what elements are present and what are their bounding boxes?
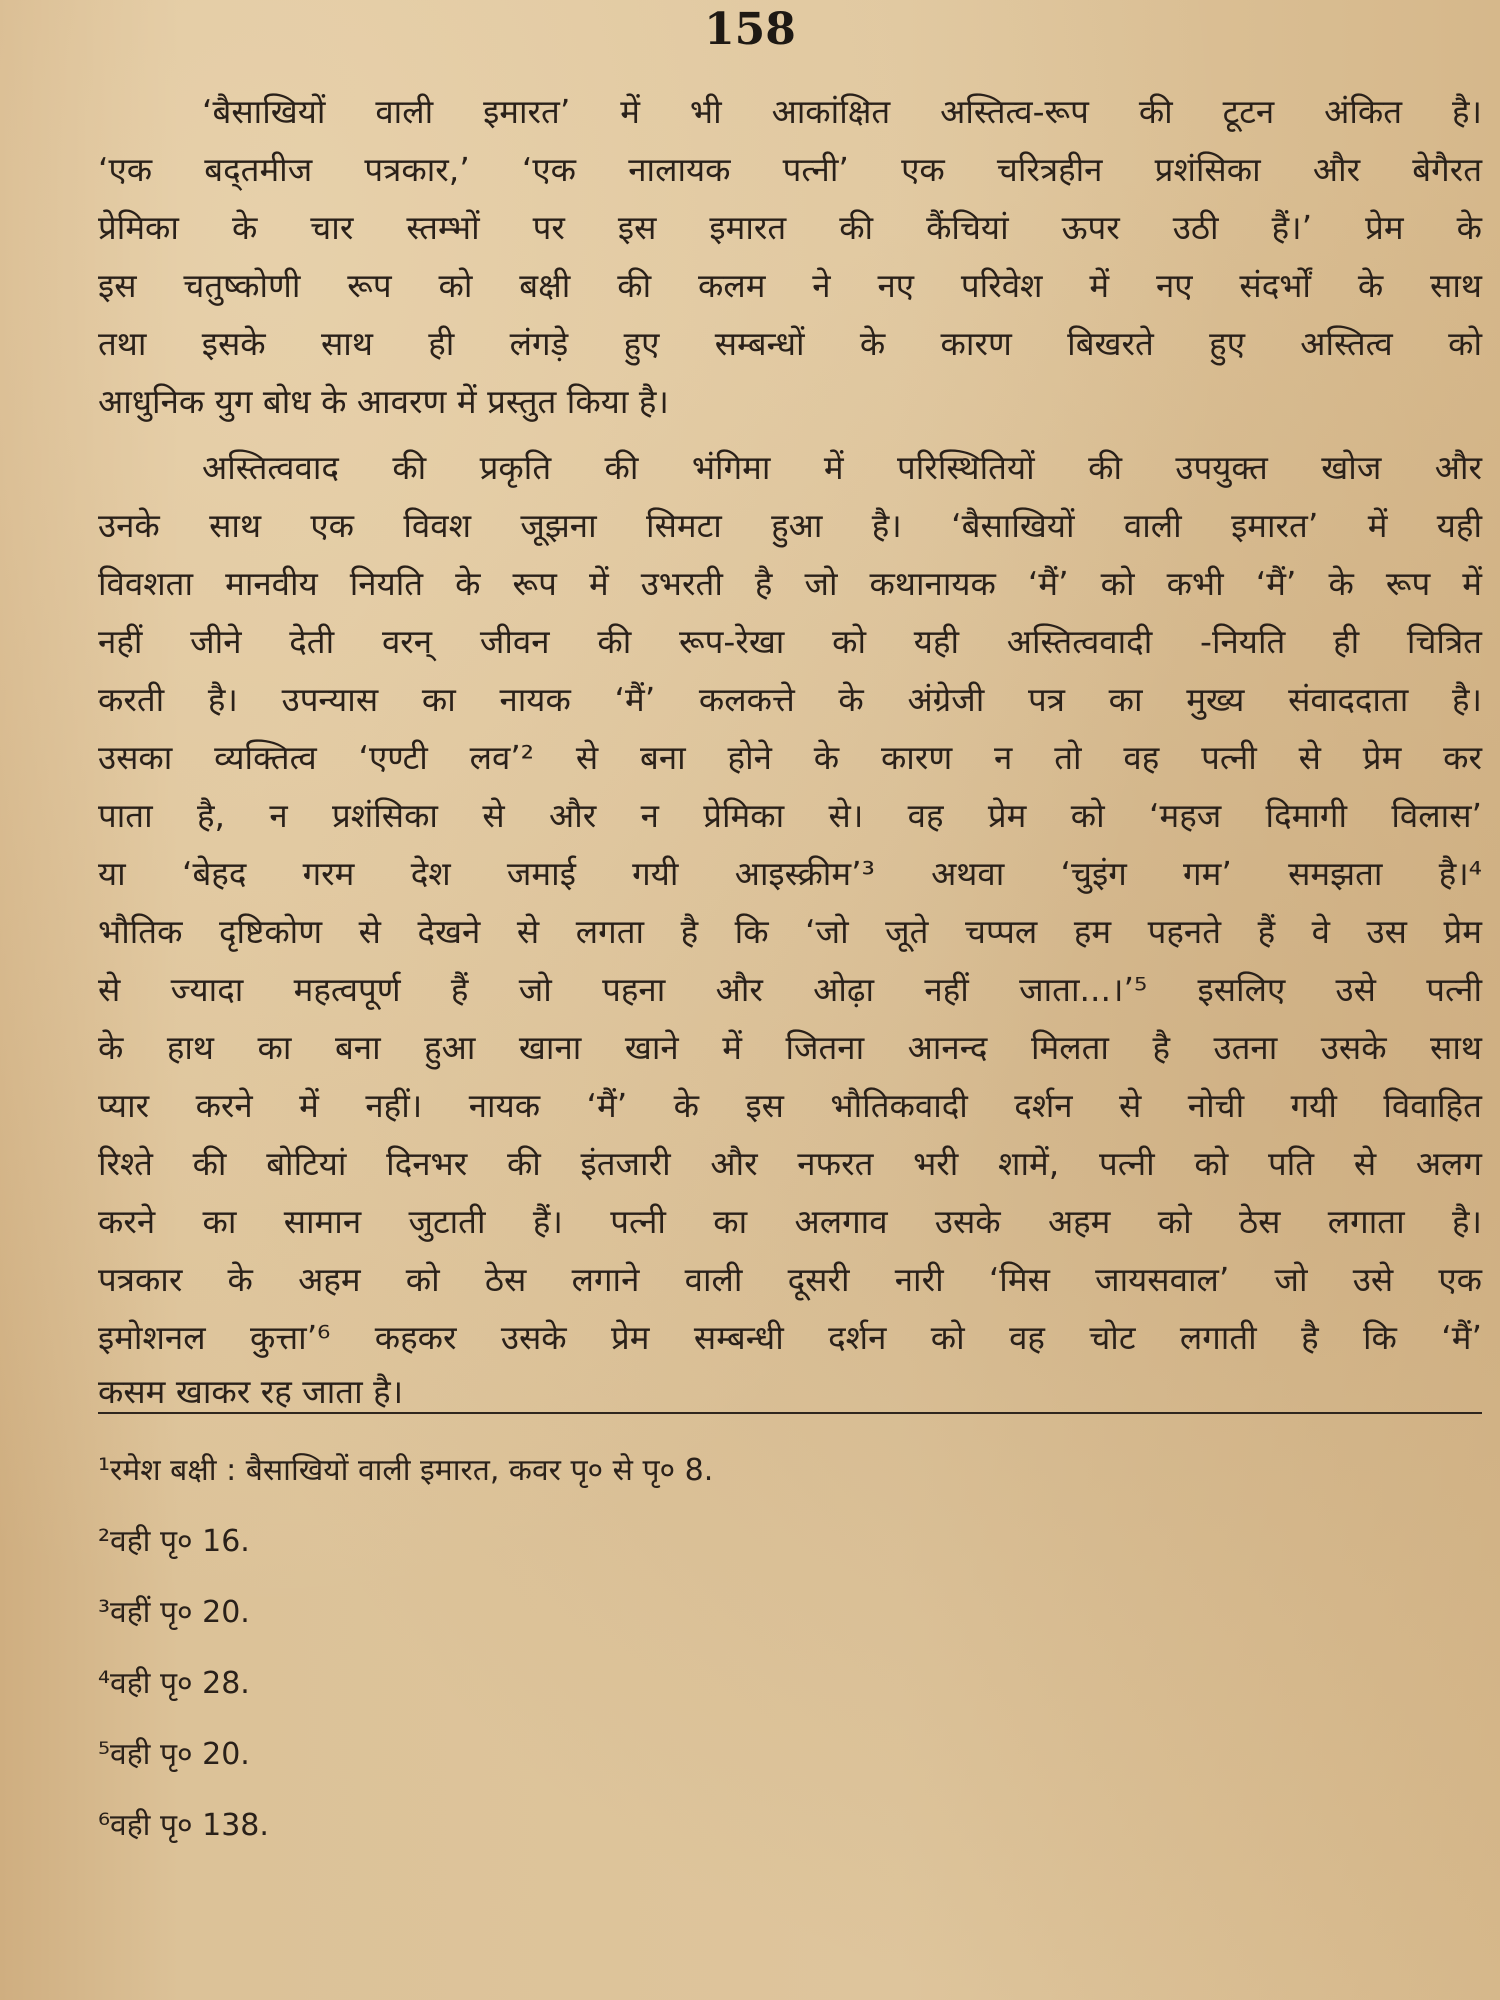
text-line: ‘एक बद्तमीज पत्रकार,’ ‘एक नालायक पत्नी’ एक चरित्रहीन प्रशंसिका और बेगैरत — [98, 150, 1482, 189]
text-line: भौतिक दृष्टिकोण से देखने से लगता है कि ‘जो जूते चप्पल हम पहनते हैं वे उस प्रेम — [98, 912, 1482, 951]
footnote-divider — [98, 1412, 1482, 1414]
text-line: प्यार करने में नहीं। नायक ‘मैं’ के इस भौतिकवादी दर्शन से नोची गयी विवाहित — [98, 1086, 1482, 1125]
text-line: पत्रकार के अहम को ठेस लगाने वाली दूसरी नारी ‘मिस जायसवाल’ जो उसे एक — [98, 1260, 1482, 1299]
page-number: 158 — [704, 4, 796, 55]
text-line: के हाथ का बना हुआ खाना खाने में जितना आनन्द मिलता है उतना उसके साथ — [98, 1028, 1482, 1067]
footnote-4: ⁴वही पृ० 28. — [98, 1666, 250, 1701]
text-line: प्रेमिका के चार स्तम्भों पर इस इमारत की कैंचियां ऊपर उठी हैं।’ प्रेम के — [98, 208, 1482, 247]
text-line: ‘बैसाखियों वाली इमारत’ में भी आकांक्षित अस्तित्व-रूप की टूटन अंकित है। — [202, 92, 1482, 131]
footnote-5: ⁵वही पृ० 20. — [98, 1737, 250, 1772]
text-line: पाता है, न प्रशंसिका से और न प्रेमिका से। वह प्रेम को ‘महज दिमागी विलास’ — [98, 796, 1482, 835]
text-line: इमोशनल कुत्ता’⁶ कहकर उसके प्रेम सम्बन्धी दर्शन को वह चोट लगाती है कि ‘मैं’ — [98, 1318, 1482, 1357]
text-line: से ज्यादा महत्वपूर्ण हैं जो पहना और ओढ़ा नहीं जाता...।’⁵ इसलिए उसे पत्नी — [98, 970, 1482, 1009]
text-line: नहीं जीने देती वरन् जीवन की रूप-रेखा को यही अस्तित्ववादी -नियति ही चित्रित — [98, 622, 1482, 661]
text-line: करने का सामान जुटाती हैं। पत्नी का अलगाव उसके अहम को ठेस लगाता है। — [98, 1202, 1482, 1241]
text-line: तथा इसके साथ ही लंगड़े हुए सम्बन्धों के कारण बिखरते हुए अस्तित्व को — [98, 324, 1482, 363]
footnote-2: ²वही पृ० 16. — [98, 1524, 250, 1559]
text-line: आधुनिक युग बोध के आवरण में प्रस्तुत किया है। — [98, 382, 669, 421]
text-line: अस्तित्ववाद की प्रकृति की भंगिमा में परिस्थितियों की उपयुक्त खोज और — [202, 448, 1482, 487]
footnote-1: ¹रमेश बक्षी : बैसाखियों वाली इमारत, कवर पृ० से पृ० 8. — [98, 1453, 714, 1488]
text-line: रिश्ते की बोटियां दिनभर की इंतजारी और नफरत भरी शामें, पत्नी को पति से अलग — [98, 1144, 1482, 1183]
text-line: या ‘बेहद गरम देश जमाई गयी आइस्क्रीम’³ अथवा ‘चुइंग गम’ समझता है।⁴ — [98, 854, 1482, 893]
text-line: कसम खाकर रह जाता है। — [98, 1372, 404, 1411]
text-line: उसका व्यक्तित्व ‘एण्टी लव’² से बना होने के कारण न तो वह पत्नी से प्रेम कर — [98, 738, 1482, 777]
footnote-6: ⁶वही पृ० 138. — [98, 1808, 269, 1843]
footnote-3: ³वहीं पृ० 20. — [98, 1595, 250, 1630]
text-line: विवशता मानवीय नियति के रूप में उभरती है जो कथानायक ‘मैं’ को कभी ‘मैं’ के रूप में — [98, 564, 1482, 603]
text-line: उनके साथ एक विवश जूझना सिमटा हुआ है। ‘बैसाखियों वाली इमारत’ में यही — [98, 506, 1482, 545]
text-line: करती है। उपन्यास का नायक ‘मैं’ कलकत्ते के अंग्रेजी पत्र का मुख्य संवाददाता है। — [98, 680, 1482, 719]
text-line: इस चतुष्कोणी रूप को बक्षी की कलम ने नए परिवेश में नए संदर्भों के साथ — [98, 266, 1482, 305]
